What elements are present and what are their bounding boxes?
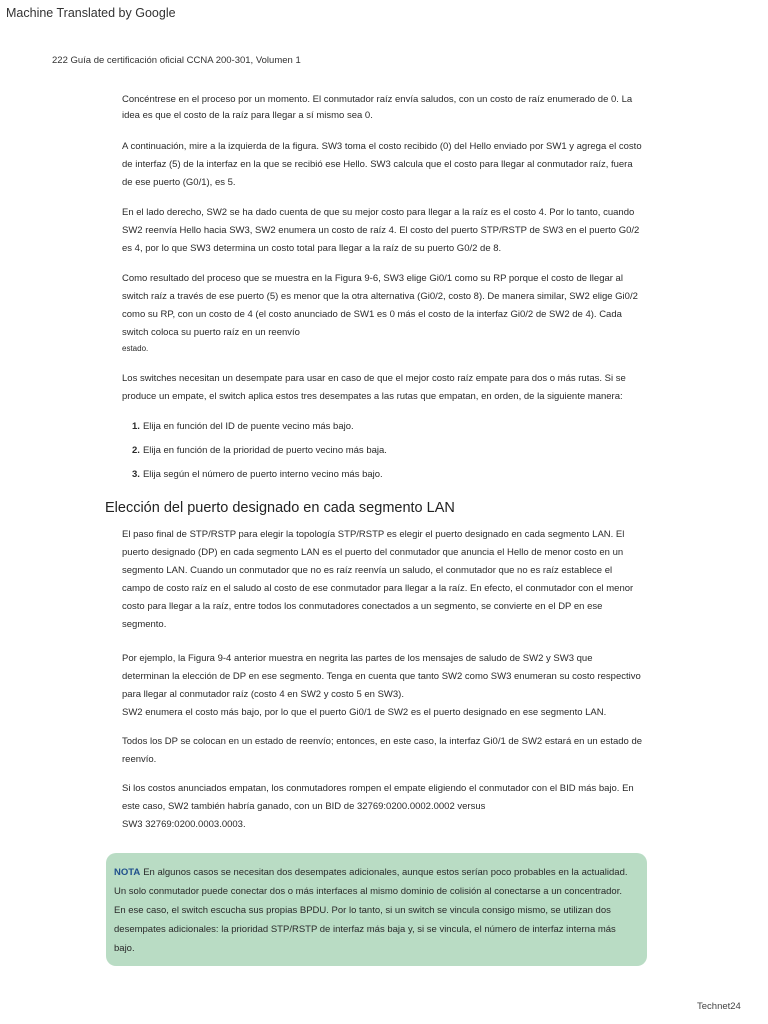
section-heading: Elección del puerto designado en cada segmento LAN [105, 500, 455, 516]
list-item: 1. Elija en función del ID de puente vecino más bajo. [132, 421, 354, 432]
list-item: 3. Elija según el número de puerto interno vecino más bajo. [132, 469, 383, 480]
paragraph-designated-port: El paso final de STP/RSTP para elegir la topología STP/RSTP es elegir el puerto designado en cada segmento LAN. El puerto designado (DP) en cada segmento LAN es el puerto del conmutador que anuncia el Hello de menor costo en un segmento LAN. Cuando un conmutador que no es raíz reenvía un saludo, el conmutador que no es raíz establece el campo de costo raíz en el saludo al costo de ese conmutador para llegar a la raíz. En efecto, el conmutador con el menor costo para llegar a la raíz, entre todos los conmutadores conectados a un segmento, se convierte en el DP en ese segmento. [122, 529, 634, 630]
paragraph-root-cost: Concéntrese en el proceso por un momento. El conmutador raíz envía saludos, con un costo de raíz enumerado de 0. La idea es que el costo de la raíz para llegar a sí mismo sea 0. [122, 94, 633, 121]
footer-watermark: Technet24 [697, 1001, 741, 1012]
paragraph-example: Por ejemplo, la Figura 9-4 anterior muestra en negrita las partes de los mensajes de saludo de SW2 y SW3 que determinan la elección de DP en ese segmento. Tenga en cuenta que tanto SW2 como SW3 enumeran su costo respectivo para llegar al conmutador raíz (costo 4 en SW2 y costo 5 en SW3). SW2 enumera el costo más bajo, por lo que el puerto Gi0/1 de SW2 es el puerto designado en ese segmento LAN. [122, 653, 641, 718]
machine-translation-banner: Machine Translated by Google [6, 6, 176, 20]
list-item: 2. Elija en función de la prioridad de puerto vecino más baja. [132, 445, 387, 456]
paragraph-forwarding: Todos los DP se colocan en un estado de reenvío; entonces, en este caso, la interfaz Gi0/1 de SW2 estará en un estado de reenvío. [122, 736, 643, 765]
note-label: NOTA [114, 867, 141, 878]
paragraph-tiebreakers: Los switches necesitan un desempate para usar en caso de que el mejor costo raíz empate para dos o más rutas. Si se produce un empate, el switch aplica estos tres desempates a las rutas que empatan, en orden, de la siguiente manera: [122, 373, 626, 402]
paragraph-root-port-result: Como resultado del proceso que se muestra en la Figura 9-6, SW3 elige Gi0/1 como su RP porque el costo de llegar al switch raíz a través de ese puerto (5) es menor que la otra alternativa (Gi0/2, costo 8). De manera similar, SW2 elige Gi0/2 como su RP, con un costo de 4 (el costo anunciado de SW1 es 0 más el costo de la interfaz Gi0/2 de SW2 de 4). Cada switch coloca su puerto raíz en un reenvío estado. [122, 270, 642, 356]
note-text: NOTA En algunos casos se necesitan dos desempates adicionales, aunque estos serían poco probables en la actualidad. Un solo conmutador puede conectar dos o más interfaces al mismo dominio de colisión al conectarse a un concentrador. En ese caso, el switch escucha sus propias BPDU. Por lo tanto, si un switch se vincula consigo mismo, se utilizan dos desempates adicionales: la prioridad STP/RSTP de interfaz más baja y, si se vincula, el número de interfaz interna más bajo. [114, 867, 628, 954]
tiebreaker-list [132, 418, 632, 490]
paragraph-tie-bid: Si los costos anunciados empatan, los conmutadores rompen el empate eligiendo el conmutador con el BID más bajo. En este caso, SW2 también habría ganado, con un BID de 32769:0200.0002.0002 versus SW3 32769:0200.0003.0003. [122, 783, 634, 830]
running-head: 222 Guía de certificación oficial CCNA 200-301, Volumen 1 [52, 55, 301, 66]
paragraph-tail: estado. [122, 344, 149, 353]
paragraph-sw3-cost: A continuación, mire a la izquierda de la figura. SW3 toma el costo recibido (0) del Hello enviado por SW1 y agrega el costo de interfaz (5) de la interfaz en la que se recibió ese Hello. SW3 calcula que el costo para llegar al conmutador raíz, fuera de ese puerto (G0/1), es 5. [122, 141, 642, 188]
paragraph-sw2-cost: En el lado derecho, SW2 se ha dado cuenta de que su mejor costo para llegar a la raíz es el costo 4. Por lo tanto, cuando SW2 reenvía Hello hacia SW3, SW2 enumera un costo de raíz 4. El costo del puerto STP/RSTP de SW3 en el puerto G0/2 es 4, por lo que SW3 determina un costo total para llegar a la raíz de su puerto G0/2 de 8. [122, 207, 640, 254]
